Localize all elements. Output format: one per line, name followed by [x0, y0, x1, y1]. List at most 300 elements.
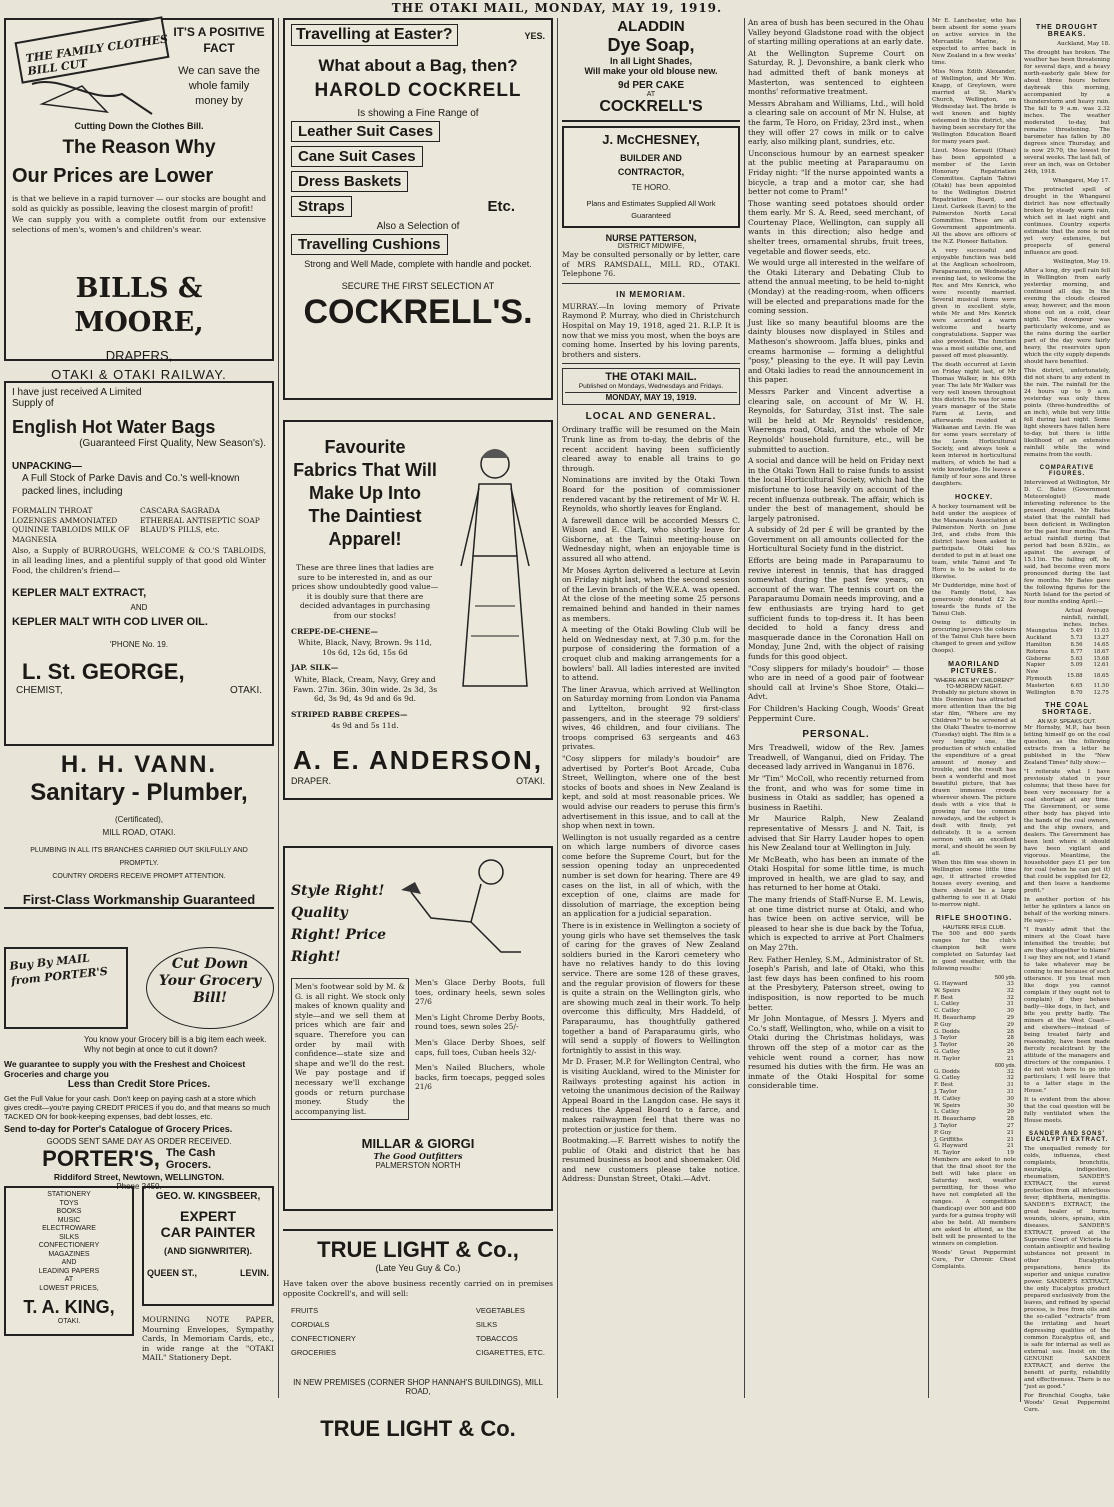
rainfall-town: Rotorua — [1026, 648, 1048, 655]
kingsbeer-sign: (AND SIGNWRITER). — [164, 1246, 252, 1256]
lady-dress-illustration — [445, 436, 545, 706]
rainfall-value: 8.56 — [1070, 641, 1083, 648]
shooter-name: J. Taylor — [934, 1042, 957, 1049]
shooter-score: 29 — [1006, 1014, 1014, 1021]
shooter-score: 32 — [1006, 1075, 1014, 1082]
shooter-score: 28 — [1006, 1116, 1014, 1123]
coal-head: THE COAL SHORTAGE. — [1041, 702, 1093, 717]
kingsbeer-street: QUEEN ST., — [147, 1268, 198, 1278]
column-1 — [4, 18, 274, 1365]
rainfall-value: 5.63 — [1070, 655, 1083, 662]
cockrell-bag: What about a Bag, then? — [318, 56, 518, 75]
cockrell-showing: Is showing a Fine Range of — [357, 108, 479, 119]
rainfall-value: 11.03 — [1093, 628, 1109, 635]
stg-items-right: CASCARA SAGRADA ETHEREAL ANTISEPTIC SOAP BLAUD'S PILLS, etc. — [140, 506, 260, 535]
st-george-ad — [4, 381, 274, 746]
millar-name: MILLAR & GIORGI — [361, 1136, 475, 1152]
shooter-score: 21 — [1006, 1136, 1014, 1143]
shooter-name: J. Griffiths — [934, 1136, 963, 1143]
personal-para: Mr Maurice Ralph, New Zealand representative of Messrs J. and N. Tait, is advised that Sir Harry Lauder hopes to open his New Zealand tour at Wellington in July. — [748, 814, 924, 853]
man-shoe-illustration — [391, 852, 541, 962]
true-light-item: VEGETABLES — [475, 1306, 525, 1316]
hockey-head: HOCKEY. — [954, 494, 994, 501]
score-row — [932, 981, 1016, 988]
vann-line-1: PLUMBING IN ALL ITS BRANCHES CARRIED OUT SKILFULLY AND — [30, 847, 248, 854]
score-row — [932, 1082, 1016, 1089]
drought-para: After a long, dry spell rain fell in Wellington from early yesterday morning, and continued all day. In the evening the clouds cleared away, however, and the moon shone out on a cold, clear night. The downpour was particularly welcome, and as the rains during the earlier part of the day were fairly heavy, the reservoirs upon which the city supply depends should have benefited. — [1024, 268, 1110, 365]
news-para: "Cosy slippers for milady's boudoir" — those who are in need of a good pair of footwear should call at Irvine's Shoe Store, Otaki—Advt. — [748, 663, 924, 702]
millar-place: PALMERSTON NORTH — [375, 1161, 461, 1171]
column-3 — [562, 18, 740, 1186]
drought-para: Auckland, May 18. — [1057, 41, 1110, 47]
score-row — [932, 1042, 1016, 1049]
shooter-score: 31 — [1006, 1001, 1014, 1008]
paper-nameplate — [562, 368, 740, 405]
comparative-intro: Interviewed at Wellington, Mr D. C. Bates (Government Meteorologist) made interesting reference to the present drought. Mr Bates stated that the rainfall had been deficient in Wellington for the past four months. The actual rainfall during that period had been 8.92in., as against the average of 15.11in. The falling off, he said, had become even more pronounced during the last few months. Mr Bates gave the following figures for the North Island for the period of four months ending April:— — [1024, 480, 1110, 605]
nurse-name: NURSE PATTERSON, — [605, 233, 697, 243]
mcchesney-trade: BUILDER AND CONTRACTOR, — [617, 153, 685, 177]
shooter-name: G. Hayward — [934, 1143, 968, 1150]
rainfall-row — [1024, 669, 1111, 683]
rifle-yds-1: 500 yds. — [994, 975, 1016, 981]
king-item: MUSIC — [57, 1216, 81, 1224]
paper-title: THE OTAKI MAIL. — [605, 371, 697, 384]
shooter-name: F. Best — [934, 1082, 954, 1089]
vann-cert: (Certificated), — [114, 815, 163, 824]
anderson-fabric-2-detail: White, Black, Cream, Navy, Grey and Fawn. 27in. 36in. 30in wide. 2s 3d, 3s 6d, 3s 9d, 4s 9d and 6s 9d. — [292, 674, 438, 704]
kingsbeer-expert: EXPERT — [179, 1208, 236, 1224]
stg-intro: I have just received A Limited Supply of — [12, 387, 142, 409]
rainfall-town: Gisborne — [1026, 655, 1051, 662]
shooter-name: H. Taylor — [934, 1150, 961, 1157]
king-name: T. A. KING, — [23, 1297, 115, 1317]
bills-moore-ad — [4, 18, 274, 383]
king-item: ELECTROWARE — [42, 1225, 96, 1232]
king-item: SILKS — [59, 1233, 79, 1241]
rainfall-town: Napier — [1026, 662, 1045, 669]
personal-para: Mr McBeath, who has been an inmate of the Otaki Hospital for some little time, is much improved in health, we are glad to say, and has returned to her home at Otaki. — [748, 854, 924, 893]
shooter-name: L. Catley — [934, 1109, 960, 1116]
comparative-head: COMPARATIVE FIGURES. — [1039, 465, 1095, 477]
hockey-para: Mr Dudderidge, mine host of the Family Hotel, has generously donated £2 2s towards the funds of the Tainui Club. — [932, 583, 1016, 617]
shooter-score: 28 — [1006, 1035, 1014, 1042]
anderson-name: A. E. ANDERSON, — [292, 744, 544, 775]
score-row — [932, 1130, 1016, 1137]
stg-stock: A Full Stock of Parke Davis and Co.'s well-known packed lines, including — [22, 473, 240, 497]
mcchesney-ad — [562, 126, 740, 228]
rainfall-value: 8.70 — [1070, 689, 1083, 696]
anderson-fabric-3: STRIPED RABBE CREPES— — [291, 709, 408, 719]
shooter-name: H. Beauchamp — [934, 1014, 976, 1021]
hockey-para: Owing to difficulty in procuring jerseys the colours of the Tainui Club have been changed to green and yellow (hoops). — [932, 620, 1016, 654]
drought-head: THE DROUGHT BREAKS. — [1035, 24, 1099, 38]
vann-banner: First-Class Workmanship Guaranteed — [4, 892, 274, 909]
shooter-name: P. Guy — [934, 1129, 952, 1136]
rifle-yds-2: 600 yds. — [994, 1062, 1016, 1069]
news-para: Efforts are being made in Paraparaumu to revive interest in tennis, that has dragged somewhat during the past few years, on account of the war. The tennis court on the Paraparaumu Domain needs improving, and a few enthusiasts are trying hard to get sufficient funds to top-dress it. It has been decided to hold a fancy dress and masquerade dance in the Coronation Hall on Monday, June 2nd, with the object of raising funds for this good object. — [748, 556, 924, 661]
cockrell-etc: Etc. — [487, 198, 515, 215]
news-para: We would urge all interested in the welfare of the Otaki Literary and Debating Club to attend the annual meeting, to be held to-night (Monday) at the reading-room, when officers will be elected and preparations made for the coming session. — [748, 258, 924, 316]
score-row — [932, 1001, 1016, 1008]
column-right — [932, 18, 1110, 1414]
vann-address: MILL ROAD, OTAKI. — [102, 828, 176, 837]
porters-buy-by-mail: Buy By MAIL from PORTER'S — [8, 951, 109, 988]
rainfall-value: 8.77 — [1070, 648, 1083, 655]
shooter-name: F. Best — [934, 994, 954, 1001]
true-light-item: FRUITS — [291, 1306, 319, 1316]
true-light-item: TOBACCOS — [475, 1334, 518, 1344]
mcchesney-name: J. McCHESNEY, — [602, 132, 700, 147]
king-place: OTAKI. — [57, 1318, 81, 1325]
king-at: AT — [64, 1276, 74, 1283]
rainfall-row — [1024, 690, 1111, 697]
woods-notice: Woods' Great Peppermint Cure, For Chronic Chest Complaints. — [932, 1249, 1016, 1270]
shooter-name: H. Beauchamp — [934, 1116, 976, 1123]
rainfall-value: 18.65 — [1093, 672, 1109, 679]
local-para: A meeting of the Otaki Bowling Club will be held on Wednesday next, at 7.30 p.m. for the purpose of considering the formation of a croquet club and making arrangements for a bowlers' ball. All ladies interested are invited to attend. — [562, 625, 740, 683]
bills-trade: DRAPERS, — [105, 348, 173, 364]
cockrell-also: Also a Selection of — [376, 221, 460, 232]
column-6-body — [1020, 18, 1110, 1414]
column-rule — [928, 18, 929, 1398]
vann-name: H. H. VANN. — [60, 751, 218, 778]
score-row — [932, 1056, 1016, 1063]
shooter-name: J. Taylor — [934, 1088, 957, 1095]
maoriland-para: Probably no picture shown in this Dominion has attracted more attention than the big star film, "Where are my Children?" to be screened at the Otaki Theatre to-morrow (Tuesday) night. The film is a very lengthy one, the production of which entailed the expenditure of a great amount of money and trouble, and the result has been a wonderful and most beautiful picture, that has drawn immense crowds wherever shown. The picture deals with a vice that is growing far too common nowadays, and the subject is dealt with finely, yet delicately. It is a screen sermon with an excellent moral, and should be seen by all. — [932, 690, 1016, 857]
coal-para: "I frankly admit that the miners at the Coast have intensified the trouble; but are they altogether to blame? I say they are not, and I stand to take whatever may be coming to me because of such utterance. If you treat men like dogs you cannot complain if they ought not to complain) if they behave badly—like dogs, in fact, and bite you pretty badly. The miners at the West Coast—and elsewhere—instead of being treated fairly and reasonably, have been made fiercely recalcitrant by the attitude of the managers and directors of the companies. I do not wish here to go into particulars; I will leave that to a latter stage in the House." — [1024, 927, 1110, 1095]
score-row — [932, 1123, 1016, 1130]
shooter-score: 29 — [1006, 1021, 1014, 1028]
maoriland-para: When this film was shown in Wellington some little time ago, it attracted crowded houses every evening, and there should be a large gathering to see it at Otaki to-morrow night. — [932, 860, 1016, 908]
porters-ad — [4, 947, 274, 1191]
news-para: Mr E. Lanchester, who has been absent for some years on active service in the Mercantile Marine, is expected to arrive back in New Zealand in a few weeks' time. — [932, 18, 1016, 66]
true-light-item: SILKS — [475, 1320, 498, 1330]
drought-para: Whangarei, May 17. — [1052, 178, 1110, 184]
shooter-score: 27 — [1006, 1122, 1014, 1129]
shooter-name: C. Catley — [934, 1008, 960, 1015]
true-light-intro: Have taken over the above business recently carried on in premises opposite Cockrell's, and will sell: — [283, 1279, 553, 1298]
personal-para: Mr John Montague, of Messrs J. Myers and Co.'s staff, Wellington, who, while on a visit to Otaki during the Christmas holidays, was thrown off the step of a motor car as the vehicle went round a corner, has now resumed his duties with the firm. He was an inmate of the Otaki Hospital for some considerable time. — [748, 1014, 924, 1091]
rainfall-town: Wellington — [1026, 689, 1056, 696]
true-light-item: GROCERIES — [291, 1348, 337, 1358]
porters-cash: The Cash Grocers. — [165, 1147, 216, 1171]
rainfall-header — [1024, 608, 1059, 628]
hockey-para: A hockey tournament will be held under the auspices of the Manawatu Association at Palmerston North on June 3rd, and clubs from this district have been asked to participate. Otaki has decided to put in at least one team, while Tainui and Te Horo is to be asked to do likewise. — [932, 504, 1016, 580]
personal-para: The many friends of Staff-Nurse E. M. Lewis, at one time district nurse at Otaki, and who has twice been on active service, will be pleased to hear she is due back by the Tofua, which is expected to arrive at Port Chalmers on May 27th. — [748, 895, 924, 953]
rainfall-value: 5.09 — [1070, 662, 1083, 669]
millar-list-item: Men's Glace Derby Shoes, self caps, full toes, Cuban heels 32/- — [415, 1037, 545, 1057]
shooter-score: 25 — [1006, 1048, 1014, 1055]
rainfall-value: 12.75 — [1093, 689, 1109, 696]
king-and: AND — [61, 1259, 77, 1266]
stg-and: AND — [130, 603, 148, 613]
score-row — [932, 1049, 1016, 1056]
save-line: We can save the whole family money by — [178, 65, 260, 107]
cockrell-item: Leather Suit Cases — [291, 121, 440, 142]
cockrell-item: Dress Baskets — [291, 171, 408, 192]
score-row — [932, 1069, 1016, 1076]
coal-para: "I reiterate what I have previously stated in your columns; that these have for been very necessary for a coal shortage at any time. The Government, or some other body has played into the hands of the coal owners, and the ship owners, and dealers. The Government has been lent where it should have been vigilant and vigorous. Meantime, the householder pays £1 per ton for coal (when he can get it) that could be supplied for £2, and then leave a handsome profit." — [1024, 769, 1110, 895]
local-para: Bootmaking.—F. Barrett wishes to notify the public of Otaki and district that he has resumed business as boot and shoemaker. Old and new customers please take notice. Address: Dunstan Street, Otaki.—Advt. — [562, 1136, 740, 1184]
stg-guarantee: (Guaranteed First Quality, New Season's). — [79, 438, 266, 449]
bills-body-1: is that we believe in a rapid turnover — our stocks are bought and sold as quickly as possible, leaving the closest margin of profit! — [12, 194, 266, 213]
shooter-score: 29 — [1006, 1109, 1014, 1116]
true-light-premises: IN NEW PREMISES (CORNER SHOP HANNAH'S BUILDINGS), MILL ROAD, — [293, 1378, 543, 1397]
column-4 — [748, 18, 924, 1402]
local-para: There is in existence in Wellington a society of young girls who have set themselves the task of caring for the graves of New Zealand soldiers buried in the Karori cemetery who have no relatives handy to do this loving service. There are some 128 of these graves, and the regular provision of flowers for these is quite a strain on the Wellington girls, who are showing much zeal in their work. To help overcome this difficulty, Mrs Haddeld, of Paraparaumu, has thoughtfully gathered together a band of Paraparaumu girls, who will send a supply of flowers to Wellington fortnightly to assist in this way. — [562, 921, 740, 1055]
shooter-name: L. Catley — [934, 1001, 960, 1008]
column-rule — [278, 18, 279, 1398]
millar-giorgi-ad — [283, 846, 553, 1211]
stg-name: L. St. GEORGE, — [22, 659, 185, 685]
cockrell-cushions: Travelling Cushions — [291, 234, 448, 255]
king-item: TOYS — [59, 1199, 79, 1207]
anderson-place: OTAKI. — [516, 775, 545, 786]
rainfall-town: Auckland — [1026, 635, 1052, 642]
local-para: Nominations are invited by the Otaki Town Board for the position of commissioner rendered vacant by the retirement of Mr W. H. Reynolds, who shortly leaves for England. — [562, 475, 740, 514]
drought-para: This district, unfortunately, did not share to any extent in the rain. The rainfall for the 24 hours up to 9 a.m. yesterday was only three points (three-hundredths of an inch), while but very little fell during last night. Some light showers have fallen here to-day, but there is little likelihood of an extensive rainfall while the wind remains from the south. — [1024, 368, 1110, 458]
aladdin-price: 9d PER CAKE — [617, 80, 685, 91]
porters-cut-down: Cut Down Your Grocery Bill! — [146, 947, 274, 1029]
vann-line-3: COUNTRY ORDERS RECEIVE PROMPT ATTENTION. — [52, 873, 226, 880]
score-row — [932, 1103, 1016, 1110]
news-para: Just like so many beautiful blooms are the dainty blouses now displayed in Stiles and Matheson's showroom. Jaffa blues, pinks and creams harmonise — forming a delightful "posy," pleasing to the eye. It will pay Levin and Otaki ladies to read the announcement in this paper. — [748, 317, 924, 385]
rainfall-row — [1024, 649, 1111, 656]
news-para: A subsidy of 2d per £ will be granted by the Government on all amounts collected for the Horticultural Society fund in the district. — [748, 525, 924, 554]
reason-why: The Reason Why — [62, 137, 216, 158]
rifle-scores-600 — [932, 1069, 1016, 1157]
shooter-score: 21 — [1006, 1055, 1014, 1062]
cockrell-secure: SECURE THE FIRST SELECTION AT — [341, 281, 495, 291]
positive-fact: IT'S A POSITIVE FACT — [173, 25, 265, 55]
porters-know: You know your Grocery bill is a big item each week. Why not begin at once to cut it down? — [84, 1035, 267, 1054]
true-light-name: TRUE LIGHT & Co., — [317, 1237, 519, 1262]
bills-moore-name: BILLS & MOORE, — [74, 273, 204, 339]
score-row — [932, 1008, 1016, 1015]
shooter-name: G. Hayward — [934, 981, 968, 987]
news-para: Messrs Parker and Vincent advertise a clearing sale, on account of Mr W. H. Reynolds, for Saturday, 31st inst. The sale will be held at Mr Reynolds' residence, Waerenga road, Otaki, and the whole of Mr Reynolds' household furniture, etc., will be submitted to auction. — [748, 386, 924, 454]
personal-para: Mr "Tim" McColl, who recently returned from the front, and who was for some time in business in Otaki as saddler, has opened a business in Raetihi. — [748, 773, 924, 812]
cockrell-strong: Strong and Well Made, complete with handle and pocket. — [304, 259, 532, 269]
shooter-name: G. Dodds — [934, 1028, 960, 1035]
shooter-name: H. Catley — [934, 1095, 961, 1102]
stg-trade: CHEMIST, — [16, 685, 63, 697]
rainfall-value: 18.67 — [1093, 648, 1109, 655]
stg-items-left: FORMALIN THROAT LOZENGES AMMONIATED QUININE TABLOIDS MILK OF MAGNESIA — [12, 506, 130, 544]
anderson-fabric-2: JAP. SILK— — [291, 663, 339, 673]
personal-para: Mrs Treadwell, widow of the Rev. James Treadwell, of Wanganui, died on Friday. The deceased lady arrived in Wanganui in 1876. — [748, 743, 924, 772]
news-para: Unconscious humour by an earnest speaker at the public meeting at Paraparaumu on Friday night: "If the nurse appointed wants a bicycle, a trap and a motor car, she had better not come to Pram!" — [748, 148, 924, 197]
rainfall-town: Masterton — [1026, 682, 1055, 689]
porters-name: PORTER'S, — [42, 1146, 160, 1171]
score-row — [932, 1116, 1016, 1123]
millar-style-slogan: Style Right! Quality Right! Price Right! — [291, 883, 387, 965]
millar-list-item: Men's Glace Derby Boots, full toes, ordinary heels, sewn soles 27/6 — [415, 978, 545, 1007]
mourning-notice: MOURNING NOTE PAPER, Mourning Envelopes, Sympathy Cards, In Memoriam Cards, etc., in wide range at the "OTAKI MAIL" Stationery Dept. — [142, 1315, 274, 1363]
shooter-score: 33 — [1006, 981, 1014, 987]
stg-kepler-1: KEPLER MALT EXTRACT, — [12, 587, 147, 600]
cockrell-ad — [283, 18, 553, 400]
porters-address: Riddiford Street, Newtown, WELLINGTON. — [53, 1172, 225, 1182]
shooter-name: W. Speirs — [934, 987, 961, 994]
cockrell-yes: YES. — [524, 31, 545, 41]
drought-para: Wellington, May 19. — [1053, 259, 1110, 265]
sander-head: SANDER AND SONS' EUCALYPTI EXTRACT. — [1025, 1131, 1109, 1144]
shooter-score: 30 — [1006, 1102, 1014, 1109]
cockrell-item: Straps — [291, 196, 352, 217]
shooter-name: G. Catley — [934, 1048, 960, 1055]
rifle-end: Members are asked to note that the final shoot for the belt will take place on Saturday next, weather permitting, for those who have not completed all the ranges. A competition (handicap) over 500 and 600 yards for a guinea trophy will also be held. All members are asked to attend, as the belt will be presented to the winners on completion. — [932, 1156, 1016, 1247]
news-para: Miss Nora Edith Alexander, of Wellington, and Mr Wm. Knapp, of Greytown, were married at St. Mark's Church, Wellington, on Wednesday last. The bride is well known and highly esteemed in this district, she having been secretary for the Wellington Education Board for many years past. — [932, 69, 1016, 145]
maoriland-sub: "WHERE ARE MY CHILDREN?" — [933, 678, 1015, 684]
shooter-score: 21 — [1006, 1143, 1014, 1150]
memoriam-body: MURRAY.—In loving memory of Private Raymond P. Murray, who died in Christchurch Hospital on May 19, 1918, aged 21. R.I.P. It is now that we miss you most, when the boys are coming home. Inserted by his loving parents, brothers and sisters. — [562, 301, 740, 359]
bills-body-2: We can supply you with a complete outfit from our extensive selections of men's, women's and children's wear. — [12, 215, 266, 234]
porters-less: Less than Credit Store Prices. — [67, 1079, 211, 1090]
shooter-name: G. Catley — [934, 1075, 960, 1082]
sander-body: The unequalled remedy for colds, influenza, chest complaints, bronchitis, neuralgia, indigestion, rheumatism, SANDER'S EXTRACT, the surest protection from all infectious fever, diphtheria, meningitis. SANDER'S EXTRACT, the great healer of burns, wounds, ulcers, sprains, skin diseases. SANDER'S EXTRACT, proved at the Supreme Court of Victoria to contain antiseptic and healing substances not present in other Eucalyptus preparations, hence its superior and unique curative power. SANDER'S EXTRACT, the only Eucalyptus product prepared exclusively from the leaves, and refined by special process, is free from oils and the so-called "extracts" from the irritating and heart depressing qualities of the common Eucalyptus oil, and is safe for internal as well as external use. Insist on the GENUINE SANDER EXTRACT, and derive the benefit of purity, reliability and effectiveness. There is no "just as good." — [1024, 1146, 1110, 1391]
coal-para: It is evident from the above that the coal question will be fully ventilated when the House meets. — [1024, 1097, 1110, 1125]
stg-phone: 'PHONE No. 19. — [110, 640, 168, 650]
score-row — [932, 1143, 1016, 1150]
shooter-score: 30 — [1006, 1095, 1014, 1102]
score-row — [932, 1022, 1016, 1029]
rifle-head: RIFLE SHOOTING. — [935, 915, 1013, 922]
paper-date: MONDAY, MAY 19, 1919. — [565, 392, 737, 402]
rainfall-row — [1024, 662, 1111, 669]
memoriam-head: IN MEMORIAM. — [616, 289, 686, 299]
personal-para: Rev. Father Henley, S.M., Administrator of St. Joseph's Parish, and late of Otaki, who this last few days has been confined to his room at the Presbytery, Paterson street, owing to indisposition, is now reported to be much better. — [748, 954, 924, 1012]
shooter-score: 26 — [1006, 1042, 1014, 1049]
shooter-score: 21 — [1006, 1129, 1014, 1136]
rainfall-town: Hamilton — [1026, 641, 1052, 648]
maoriland-head: MAORILAND PICTURES. — [948, 661, 1000, 675]
score-row — [932, 1150, 1016, 1157]
rainfall-row — [1024, 628, 1111, 635]
local-para: The liner Aravua, which arrived at Wellington on Saturday morning from London via Panama and Lyttelton, brought 92 first-class passengers, and in the steerage 79 soldiers' wives, 46 children, and four civilians. The troops comprised 63 sergeants and 463 privates. — [562, 684, 740, 752]
shooter-name: G. Dodds — [934, 1068, 960, 1075]
column-rule — [557, 18, 558, 1398]
rifle-sub: HAUTERE RIFLE CLUB. — [942, 925, 1006, 931]
rainfall-value: 5.49 — [1070, 628, 1083, 635]
shooter-name: J. Taylor — [934, 1035, 957, 1042]
drought-para: The protracted spell of drought in the Whangarei district has now effectually broken by steady warm rain, which set in last night and continues. Country experts estimate that the zone is not yet very extensive, but prospects of general influence are good. — [1024, 187, 1110, 256]
masthead: THE OTAKI MAIL, MONDAY, MAY 19, 1919. — [391, 1, 723, 15]
rainfall-value: 5.73 — [1070, 635, 1083, 642]
shooter-name: P. Guy — [934, 1021, 952, 1028]
cockrell-travel: Travelling at Easter? — [291, 24, 458, 46]
woods-notice-2: For Bronchial Coughs, take Woods' Great Peppermint Cure. — [1024, 1393, 1110, 1414]
stg-bags: English Hot Water Bags — [12, 417, 216, 437]
local-para: Mr D. Fraser, M.P. for Wellington Central, who is visiting Auckland, wired to the Minister for Railways protesting against his action in vetoing the unanimous decision of the Railway Appeal Board in the Langdon case. He says it reduces the Appeal Board to a farce, and makes railwaymen feel that there was no protection or justice for them. — [562, 1057, 740, 1134]
king-item: STATIONERY — [47, 1191, 91, 1198]
news-para: Messrs Abraham and Williams, Ltd., will hold a clearing sale on account of Mr N. Hulse, at the farm, Te Horo, on Friday, 23rd inst., when they will offer 27 cows in milk or to calve early, also milking plant, sundries, etc. — [748, 98, 924, 147]
score-row — [932, 1015, 1016, 1022]
local-head: LOCAL AND GENERAL. — [585, 411, 717, 423]
nurse-title: DISTRICT MIDWIFE, — [617, 243, 685, 250]
bills-place: OTAKI & OTAKI RAILWAY. — [51, 367, 227, 383]
king-leading: LEADING PAPERS — [38, 1267, 100, 1275]
porters-phone: Phone 2450. — [116, 1182, 162, 1191]
mcchesney-place: TE HORO. — [631, 183, 671, 192]
shooter-score: 30 — [1006, 1008, 1014, 1015]
news-para: A social and dance will be held on Friday next in the Otaki Town Hall to raise funds to assist the local Horticultural Society, which had the misfortune to lose heavily on account of the recent influenza outbreak. The affair, which is under the best of management, should be largely patronised. — [748, 456, 924, 523]
rainfall-header: Actual rainfall, inches. — [1061, 608, 1083, 628]
king-item: BOOKS — [56, 1208, 82, 1215]
shooter-score: 31 — [1006, 1088, 1014, 1095]
shooter-score: 32 — [1006, 994, 1014, 1001]
aladdin-soap: Dye Soap, — [607, 35, 695, 55]
stg-also: Also, a Supply of BURROUGHS, WELCOME & CO.'S TABLOIDS, in all leading lines, and a plentiful supply of that good old Winter Food, the children's friend— — [12, 546, 266, 575]
kingsbeer-name: GEO. W. KINGSBEER, — [155, 1191, 261, 1202]
anderson-heading: Favourite Fabrics That Will Make Up Into The Daintiest Apparel! — [293, 437, 437, 549]
rainfall-row — [1024, 642, 1111, 649]
t-a-king-ad — [4, 1186, 134, 1336]
kingsbeer-ad — [142, 1186, 274, 1306]
aladdin-name: ALADDIN — [617, 18, 685, 35]
anderson-fabric-1-detail: White, Black, Navy, Brown. 9s 11d, 10s 6d, 12s 6d, 15s 6d — [298, 638, 432, 657]
anderson-fabric-1: CREPE-DE-CHENE— — [291, 626, 378, 636]
vann-line-2: PROMPTLY. — [119, 860, 159, 867]
nurse-notice — [562, 233, 740, 279]
kingsbeer-car: CAR PAINTER — [160, 1224, 256, 1240]
news-para: Those wanting seed potatoes should order them early. Mr S. A. Reed, seed merchant, of Courtenay Place, Wellington, can supply all wants in this direction; also hedge and shelter trees, ornamental shrubs, fruit trees, vegetable and flower seeds, etc. — [748, 198, 924, 256]
coal-sub: AN M.P. SPEAKS OUT. — [1037, 719, 1097, 726]
cockrell-item: Cane Suit Cases — [291, 146, 423, 167]
cockrell-name: HAROLD COCKRELL — [314, 80, 522, 101]
shooter-score: 31 — [1006, 1082, 1014, 1089]
shooter-score: 28 — [1006, 1028, 1014, 1035]
score-row — [932, 1089, 1016, 1096]
news-para: At the Wellington Supreme Court on Saturday, R. J. Devonshire, a bank clerk who had admitted theft of bank moneys at Masterton, was sentenced to eighteen months' reformative treatment. — [748, 48, 924, 97]
score-row — [932, 1137, 1016, 1144]
millar-sub: The Good Outfitters — [373, 1151, 463, 1162]
aladdin-ad — [562, 18, 740, 122]
coal-para: Mr Hornsby, M.P., has been letting himself go on the coal question, as the following extracts from a letter he published in the "New Zealand Times" fully show:— — [1024, 725, 1110, 767]
score-row — [932, 1109, 1016, 1116]
score-row — [932, 1035, 1016, 1042]
rainfall-value: 13.27 — [1093, 635, 1109, 642]
porters-goods: GOODS SENT SAME DAY AS ORDER RECEIVED. — [46, 1137, 232, 1146]
stg-unpacking: UNPACKING— — [12, 461, 82, 472]
shooter-name: W. Speirs — [934, 1102, 961, 1109]
paper-pub: Published on Mondays, Wednesdays and Fridays. — [578, 383, 724, 391]
true-light-item: CORDIALS — [291, 1320, 330, 1330]
nurse-body: May be consulted personally or by letter, care of MRS RAMSDALL, MILL RD., OTAKI. Telephone 76. — [562, 250, 740, 279]
coal-para: In another portion of his letter he splinters a lance on behalf of the working miners. He says:— — [1024, 897, 1110, 925]
stg-kepler-2: KEPLER MALT WITH COD LIVER OIL. — [12, 616, 208, 629]
anderson-ad — [283, 420, 553, 800]
aladdin-blouse: Will make your old blouse new. — [584, 66, 718, 76]
rainfall-value: 11.50 — [1093, 682, 1109, 689]
cockrell-big: COCKRELL'S. — [303, 293, 533, 331]
news-para: Lieut. Moso Kerauti (Ohau) has been appointed a member of the Levin Honorary Repatriation Committee. Captain Tahiwi (Otaki) has been appointed to the Wellington District Repatriation Board, and Lieut. Carkeek (Levin) to the Palmerston North Local Committee. These are all Government appointments. All the above are officers of the N.Z. Pioneer Battalion. — [932, 148, 1016, 245]
porters-send: Send to-day for Porter's Catalogue of Grocery Prices. — [4, 1124, 233, 1134]
rainfall-town: Maungatua — [1026, 628, 1058, 635]
personal-head: PERSONAL. — [802, 729, 870, 741]
shooter-name: J. Taylor — [934, 1122, 957, 1129]
vann-ad — [4, 751, 274, 941]
rainfall-value: 14.65 — [1093, 641, 1109, 648]
buy-by-mail-illustration — [4, 947, 128, 1029]
prices-lower: Our Prices are Lower — [12, 165, 214, 187]
rainfall-value: 15.68 — [1093, 655, 1109, 662]
score-row — [932, 988, 1016, 995]
porters-full: Get the Full Value for your cash. Don't keep on paying cash at a store which gives credit—you're paying CREDIT PRICES if you do, and that means so much TACKED ON for book-keeping expenses, bad debt losses, etc. — [4, 1094, 271, 1121]
local-para: A farewell dance will be accorded Messrs C. Wilson and E. Clark, who shortly leave for Gisborne, at the Tainui meeting-house on Wednesday night, when an enjoyable time is assured all who attend. — [562, 515, 740, 564]
kingsbeer-town: LEVIN. — [239, 1268, 269, 1278]
rainfall-value: 12.61 — [1093, 662, 1109, 669]
